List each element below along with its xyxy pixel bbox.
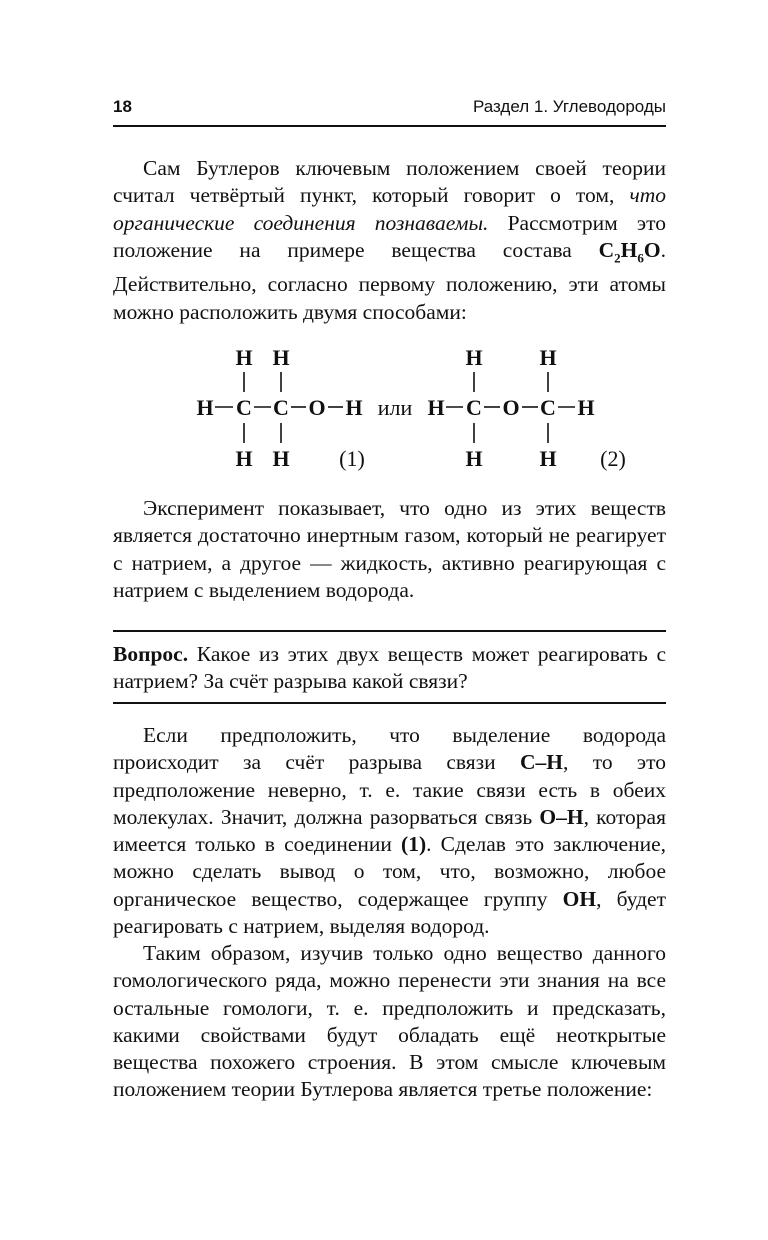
connector-word: или (377, 395, 413, 420)
s1-atom-h-top-1: H (235, 345, 253, 370)
s1-atom-c-2: C (273, 395, 289, 420)
paragraph-hypothesis: Если предположить, что выделение водорода происходит за счёт разрыва связи C–H, то это предположение неверно, т. е. такие связи есть в обеих молекулах. Значит, должна разорваться связь O–H, которая имеется только в соединении (1). Сделав это заключение, можно сделать вывод о том, что, возможно, любое органическое вещество, содержащее группу OH, будет реагировать с натрием, выделяя водород. (113, 723, 666, 939)
group-oh: OH (562, 886, 597, 911)
paragraph-experiment: Эксперимент показывает, что одно из этих веществ является достаточно инертным газом, который не реагирует с натрием, а другое — жидкость, активно реагирующая с натрием с выделением водорода. (113, 496, 666, 602)
structure-2 (446, 372, 575, 443)
question-body: Какое из этих двух веществ может реагировать с натрием? За счёт разрыва какой связи? (113, 642, 666, 694)
intro-text-3: . Действительно, согласно первому положению, эти атомы можно расположить двумя способами: (113, 237, 666, 324)
s1-atom-o: O (308, 395, 326, 420)
intro-text-1: Сам Бутлеров ключевым положением своей теории считал четвёртый пункт, который говорит о том, (113, 156, 666, 208)
s2-atom-h-top-1: H (465, 345, 483, 370)
question-text (113, 632, 666, 696)
molecular-formula: $C_2H_6O$ (598, 237, 661, 266)
page-header (113, 93, 666, 127)
s2-atom-h-bottom-2: H (539, 446, 557, 471)
question-label: Вопрос. (113, 642, 189, 666)
s1-atom-c-1: C (236, 395, 252, 420)
s1-atom-h-top-2: H (272, 345, 290, 370)
paragraph-intro (113, 155, 666, 326)
s1-atom-h-left: H (196, 395, 214, 420)
s1-atom-h-right: H (345, 395, 363, 420)
s1-atom-h-bottom-1: H (235, 446, 253, 471)
s2-atom-o: O (502, 395, 520, 420)
s2-atom-h-left: H (427, 395, 445, 420)
structure-label-1: (1) (339, 446, 365, 471)
s2-atom-h-right: H (577, 395, 595, 420)
structure-1 (215, 372, 343, 443)
bond-ch: C–H (519, 750, 563, 775)
s2-atom-c-2: C (540, 395, 556, 420)
s2-atom-h-top-2: H (539, 345, 557, 370)
paragraph-conclusion: Таким образом, изучив только одно вещество данного гомологического ряда, можно перенести эти знания на все остальные гомологи, т. е. предположить и предсказать, какими свойствами будут обладать ещё неоткрытые вещества похожего строения. В этом смысле ключевым положением теории Бутлерова является третье положение: (113, 941, 666, 1102)
page-number: 18 (113, 97, 132, 116)
s1-atom-h-bottom-2: H (272, 446, 290, 471)
s2-atom-h-bottom-1: H (465, 446, 483, 471)
compound-ref: (1) (401, 832, 427, 857)
bond-oh: O–H (539, 804, 584, 829)
section-title: Раздел 1. Углеводороды (472, 97, 666, 116)
intro-text-2: Рассмотрим это положение на примере вещества состава (113, 210, 666, 262)
s2-atom-c-1: C (466, 395, 482, 420)
intro-italic: что органические соединения познаваемы. (113, 183, 666, 235)
structure-label-2: (2) (600, 446, 626, 471)
question-box (113, 630, 666, 704)
